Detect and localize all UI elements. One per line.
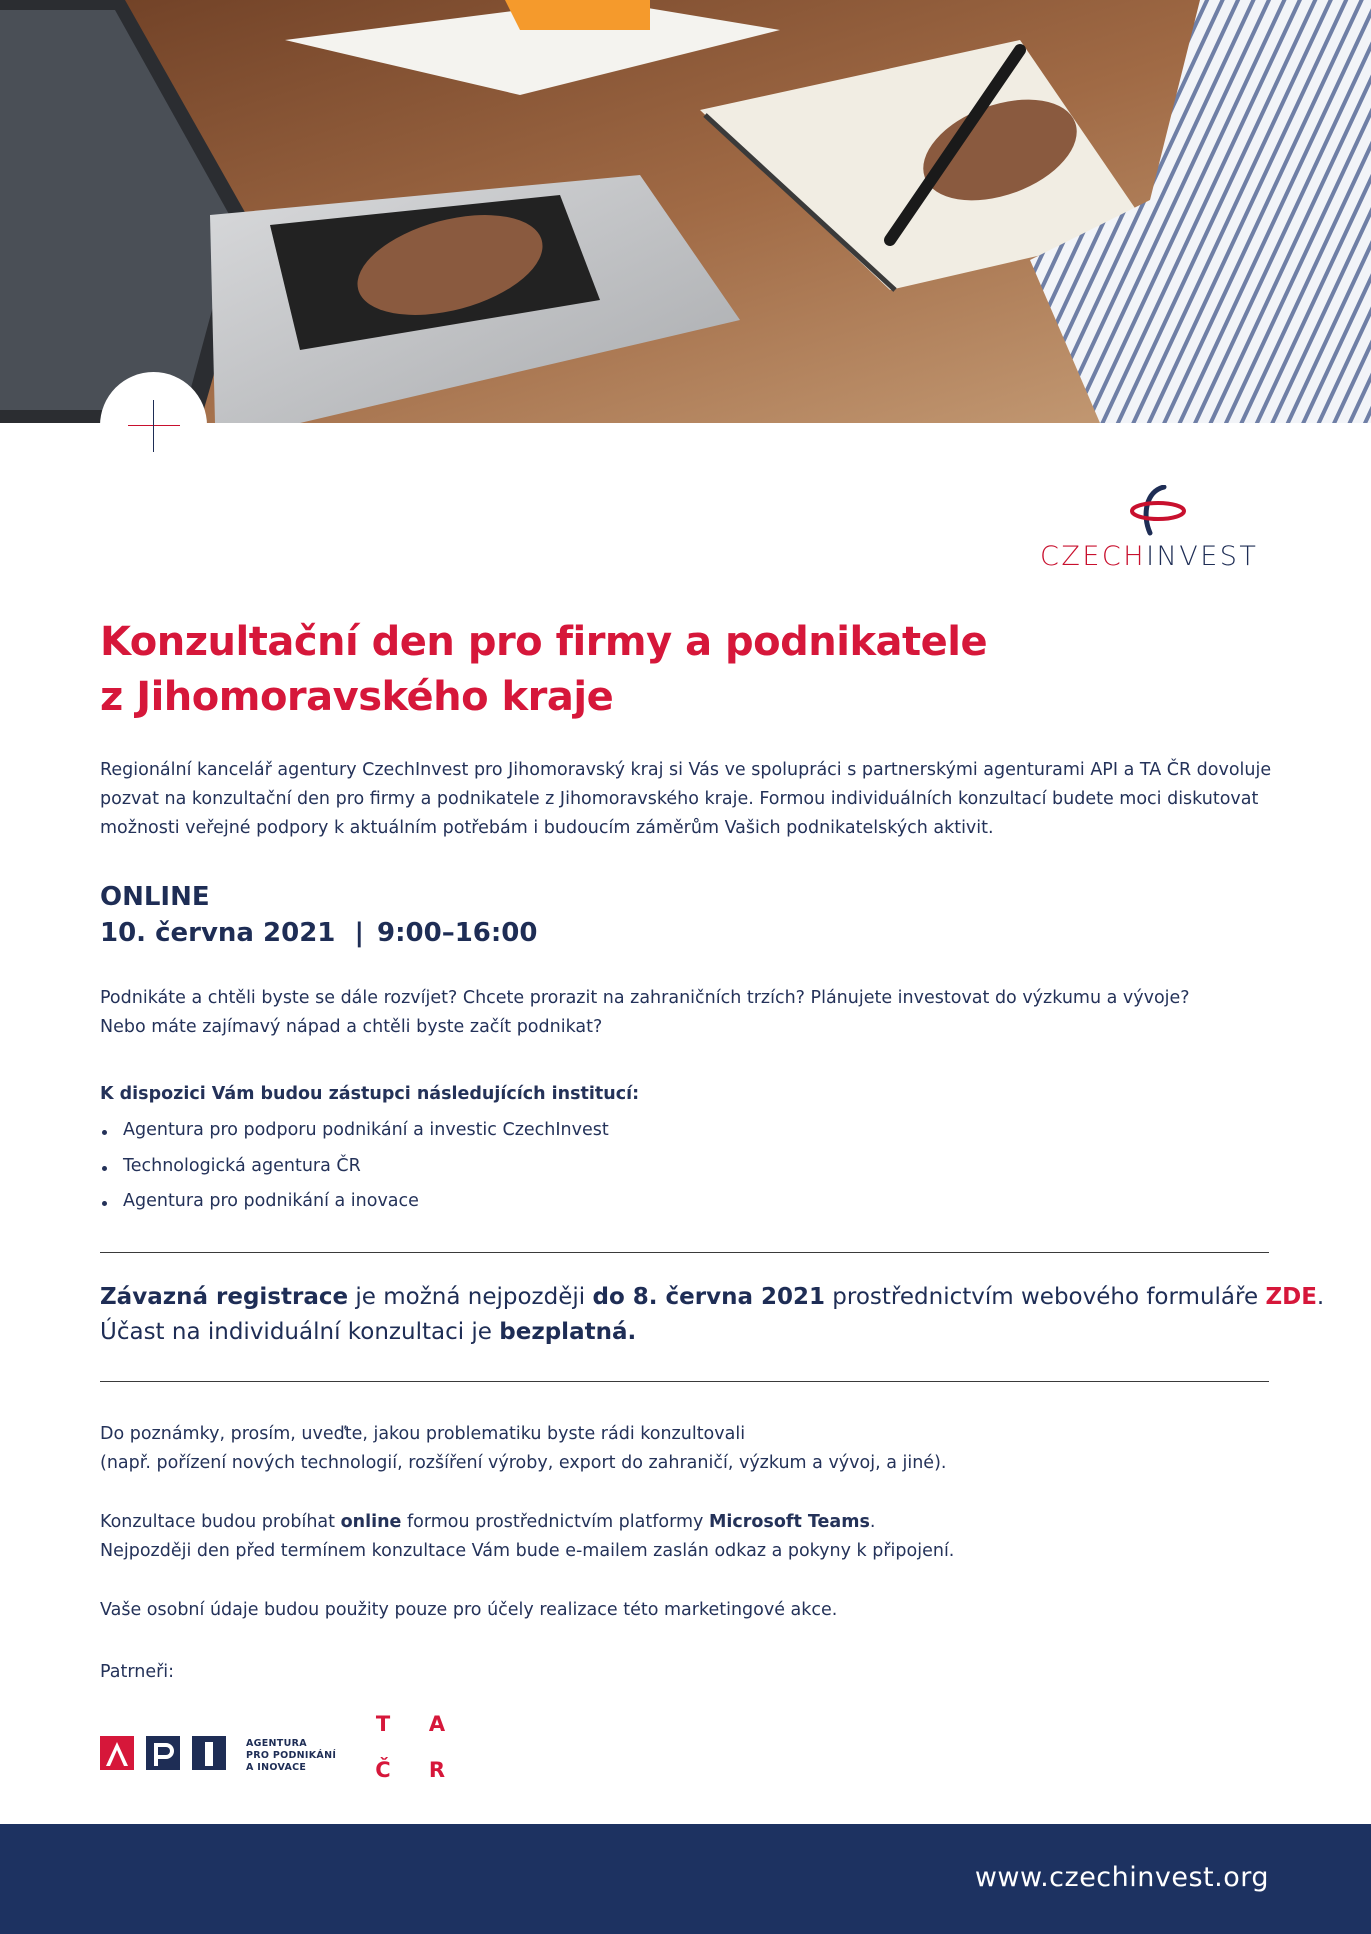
website-link[interactable]: www.czechinvest.org [974, 1862, 1269, 1893]
list-item: Agentura pro podnikání a inovace [100, 1184, 609, 1220]
registration-link[interactable]: ZDE [1265, 1284, 1317, 1310]
api-logo-icon [100, 1736, 226, 1772]
title-line-1: Konzultační den pro firmy a podnikatele [100, 619, 988, 665]
divider [100, 1252, 1269, 1253]
event-time: 9:00–16:00 [377, 918, 538, 948]
czechinvest-emblem-icon [1128, 485, 1188, 540]
platform-paragraph: Konzultace budou probíhat online formou prostřednictvím platformy Microsoft Teams. Nejpozději den před termínem konzultace Vám bude e-mailem zaslán odkaz a pokyny k připojení. [100, 1512, 955, 1561]
event-info [100, 879, 537, 951]
list-item: Technologická agentura ČR [100, 1149, 609, 1185]
tacr-logo: T A Č R [375, 1712, 446, 1782]
logo-invest: INVEST [1146, 541, 1259, 572]
hero-photo [0, 0, 1371, 423]
page-title [100, 615, 1200, 725]
title-line-2: z Jihomoravského kraje [100, 674, 614, 720]
partners-label: Patrneři: [100, 1662, 175, 1682]
api-wordmark: AGENTURA PRO PODNIKÁNÍ A INOVACE [246, 1738, 337, 1773]
event-separator: | [354, 918, 364, 948]
czechinvest-logo [1040, 485, 1270, 570]
event-date: 10. června 2021 [100, 918, 336, 948]
laptop-and-notebook-photo [0, 0, 1371, 423]
intro-paragraph: Regionální kancelář agentury CzechInvest pro Jihomoravský kraj si Vás ve spolupráci s partnerskými agenturami API a TA ČR dovoluje pozvat na konzultační den pro firmy a podnikatele z Jihomoravského kraje. Formou individuálních konzultací budete moci diskutovat možnosti veřejné podpory k aktuálním potřebám i budoucím záměrům Vašich podnikatelských aktivit. [100, 760, 1272, 838]
logo-czech: CZECH [1040, 541, 1147, 572]
institutions-heading: K dispozici Vám budou zástupci následujících institucí: [100, 1084, 640, 1104]
footer [0, 1824, 1371, 1934]
note-paragraph: Do poznámky, prosím, uveďte, jakou problematiku byste rádi konzultovali (např. pořízení nových technologií, rozšíření výroby, export do zahraničí, výzkum a vývoj, a jiné). [100, 1424, 947, 1473]
divider [100, 1381, 1269, 1382]
list-item: Agentura pro podporu podnikání a investic CzechInvest [100, 1113, 609, 1149]
questions-paragraph: Podnikáte a chtěli byste se dále rozvíjet? Chcete prorazit na zahraničních trzích? Plánujete investovat do výzkumu a vývoje? Nebo máte zajímavý nápad a chtěli byste začít podnikat? [100, 988, 1190, 1037]
institutions-list [100, 1113, 609, 1220]
event-mode: ONLINE [100, 882, 210, 912]
plus-badge [100, 372, 207, 479]
plus-icon [128, 425, 180, 426]
registration-box: Závazná registrace je možná nejpozději do 8. června 2021 prostřednictvím webového formuláře ZDE. Účast na individuální konzultaci je bezplatná. [100, 1284, 1325, 1345]
privacy-note: Vaše osobní údaje budou použity pouze pro účely realizace této marketingové akce. [100, 1600, 838, 1620]
